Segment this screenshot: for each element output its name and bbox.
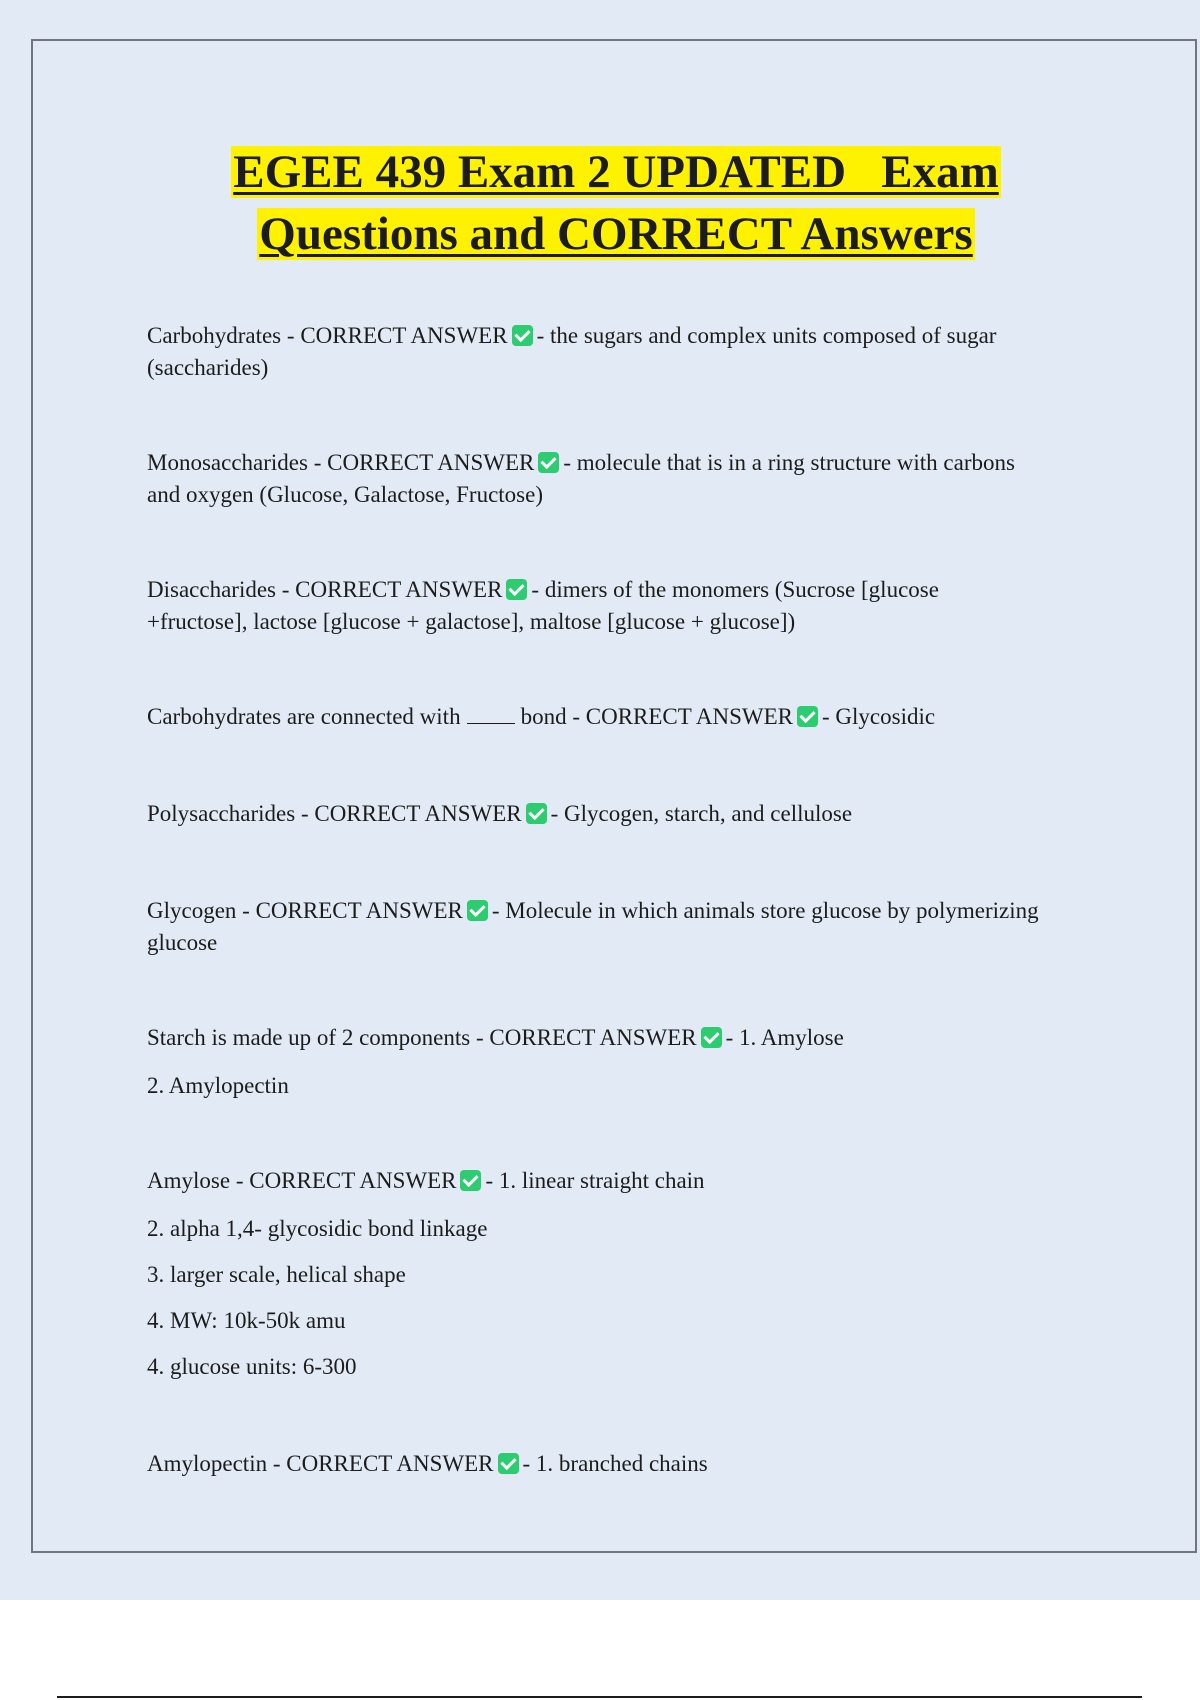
qa-answer: - 1. Amylose	[725, 1025, 844, 1050]
check-mark-icon	[797, 706, 818, 727]
answer-tag: CORRECT ANSWER	[255, 898, 463, 923]
qa-question-line: Polysaccharides - CORRECT ANSWER - Glycogen, starch, and cellulose	[147, 801, 853, 826]
qa-item	[147, 1022, 844, 1102]
check-mark-icon	[526, 803, 547, 824]
qa-term: Polysaccharides	[147, 801, 296, 826]
qa-question-line: Carbohydrates are connected with bond - CORRECT ANSWER - Glycosidic	[147, 704, 936, 729]
qa-item	[147, 1448, 708, 1480]
qa-term: Starch is made up of 2 components	[147, 1025, 471, 1050]
qa-question-line: Glycogen - CORRECT ANSWER - Molecule in which animals store glucose by polymerizing	[147, 898, 1039, 923]
qa-answer-cont: and oxygen (Glucose, Galactose, Fructose)	[147, 482, 543, 507]
qa-term: Carbohydrates	[147, 323, 282, 348]
qa-answer-cont: +fructose], lactose [glucose + galactose], maltose [glucose + glucose])	[147, 609, 796, 634]
qa-question-line: Carbohydrates - CORRECT ANSWER - the sugars and complex units composed of sugar	[147, 323, 997, 348]
qa-answer: - molecule that is in a ring structure with carbons	[563, 450, 1015, 475]
qa-item	[147, 1165, 705, 1383]
qa-answer-line: 2. Amylopectin	[147, 1073, 289, 1098]
title-line-1: EGEE 439 Exam 2 UPDATED Exam	[233, 146, 999, 198]
qa-answer-line: 4. MW: 10k-50k amu	[147, 1308, 346, 1333]
answer-tag: CORRECT ANSWER	[249, 1168, 457, 1193]
footer-divider	[57, 1696, 1142, 1698]
check-mark-icon	[701, 1027, 722, 1048]
check-mark-icon	[506, 579, 527, 600]
qa-answer-cont: (saccharides)	[147, 355, 269, 380]
fill-in-blank	[467, 705, 515, 724]
qa-answer: - the sugars and complex units composed of sugar	[536, 323, 997, 348]
qa-question-line: Monosaccharides - CORRECT ANSWER - molecule that is in a ring structure with carbons	[147, 450, 1015, 475]
qa-answer: - 1. branched chains	[522, 1451, 708, 1476]
answer-tag: CORRECT ANSWER	[327, 450, 535, 475]
title-line-2: Questions and CORRECT Answers	[259, 208, 973, 260]
qa-answer: - dimers of the monomers (Sucrose [glucose	[531, 577, 939, 602]
qa-term: Amylopectin	[147, 1451, 268, 1476]
check-mark-icon	[498, 1453, 519, 1474]
qa-answer: - Glycogen, starch, and cellulose	[550, 801, 853, 826]
check-mark-icon	[467, 900, 488, 921]
qa-term-after: bond	[520, 704, 567, 729]
qa-term: Disaccharides	[147, 577, 276, 602]
qa-question-line: Amylopectin - CORRECT ANSWER - 1. branched chains	[147, 1451, 708, 1476]
qa-answer-line: 4. glucose units: 6-300	[147, 1354, 357, 1379]
answer-tag: CORRECT ANSWER	[300, 323, 508, 348]
qa-item	[147, 574, 939, 638]
check-mark-icon	[512, 325, 533, 346]
answer-tag: CORRECT ANSWER	[286, 1451, 494, 1476]
qa-answer: - 1. linear straight chain	[485, 1168, 705, 1193]
qa-item	[147, 798, 852, 830]
qa-question-line: Disaccharides - CORRECT ANSWER - dimers of the monomers (Sucrose [glucose	[147, 577, 939, 602]
answer-tag: CORRECT ANSWER	[585, 704, 793, 729]
qa-term: Glycogen	[147, 898, 237, 923]
qa-answer-line: 3. larger scale, helical shape	[147, 1262, 406, 1287]
qa-answer-line: 2. alpha 1,4- glycosidic bond linkage	[147, 1216, 488, 1241]
qa-question-line: Starch is made up of 2 components - CORRECT ANSWER - 1. Amylose	[147, 1025, 844, 1050]
answer-tag: CORRECT ANSWER	[489, 1025, 697, 1050]
page-title	[33, 141, 1199, 265]
qa-item	[147, 447, 1015, 511]
qa-answer: - Molecule in which animals store glucose by polymerizing	[491, 898, 1039, 923]
document-page	[31, 39, 1197, 1553]
qa-term: Monosaccharides	[147, 450, 308, 475]
qa-item	[147, 701, 935, 733]
check-mark-icon	[538, 452, 559, 473]
answer-tag: CORRECT ANSWER	[295, 577, 503, 602]
qa-answer-cont: glucose	[147, 930, 218, 955]
qa-term: Carbohydrates are connected with	[147, 704, 461, 729]
qa-answer: - Glycosidic	[822, 704, 936, 729]
answer-tag: CORRECT ANSWER	[314, 801, 522, 826]
qa-item	[147, 320, 996, 384]
qa-item	[147, 895, 1039, 959]
qa-question-line: Amylose - CORRECT ANSWER - 1. linear straight chain	[147, 1168, 705, 1193]
check-mark-icon	[460, 1170, 481, 1191]
qa-term: Amylose	[147, 1168, 231, 1193]
